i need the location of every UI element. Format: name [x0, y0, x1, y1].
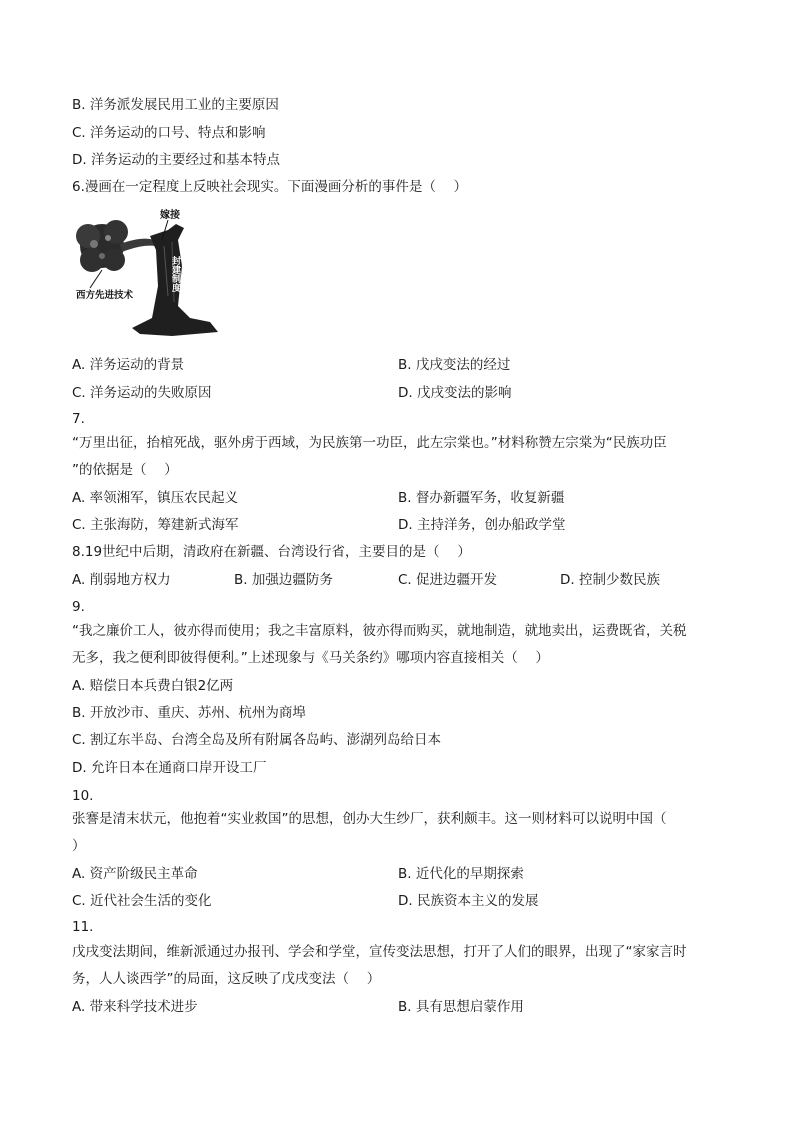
q7-number: 7.	[72, 411, 85, 427]
q9-option-b: B. 开放沙市、重庆、苏州、杭州为商埠	[72, 705, 306, 721]
q9-option-a: A. 赔偿日本兵费白银2亿两	[72, 678, 234, 694]
q8-stem: 8.19世纪中后期，清政府在新疆、台湾设行省，主要目的是（ ）	[72, 544, 471, 560]
q8-option-b: B. 加强边疆防务	[234, 572, 333, 588]
q7-option-d: D. 主持洋务，创办船政学堂	[398, 517, 566, 533]
q11-option-a: A. 带来科学技术进步	[72, 999, 198, 1015]
q6-option-c: C. 洋务运动的失败原因	[72, 385, 212, 401]
q8-option-c: C. 促进边疆开发	[398, 572, 498, 588]
q10-stem-line1: 张謇是清末状元，他抱着“实业救国”的思想，创办大生纱厂，获利颇丰。这一则材料可以说明中国（	[72, 811, 667, 827]
q6-cartoon-image	[72, 206, 222, 346]
q11-option-b: B. 具有思想启蒙作用	[398, 999, 524, 1015]
q11-stem-line1: 戊戌变法期间，维新派通过办报刊、学会和学堂，宣传变法思想，打开了人们的眼界，出现了“家家言时	[72, 944, 687, 960]
q7-stem-line1: “万里出征，抬棺死战，驱外虏于西域，为民族第一功臣，此左宗棠也。”材料称赞左宗棠为“民族功臣	[72, 435, 667, 451]
q9-stem-line2: 无多，我之便利即彼得便利。”上述现象与《马关条约》哪项内容直接相关（ ）	[72, 650, 550, 666]
q6-stem: 6.漫画在一定程度上反映社会现实。下面漫画分析的事件是（ ）	[72, 179, 468, 195]
q8-option-d: D. 控制少数民族	[560, 572, 660, 588]
graft-branch	[120, 239, 156, 252]
q9-option-c: C. 割辽东半岛、台湾全岛及所有附属各岛屿、澎湖列岛给日本	[72, 732, 442, 748]
label-graft: 嫁接	[160, 210, 180, 221]
q10-option-a: A. 资产阶级民主革命	[72, 866, 198, 882]
q10-number: 10.	[72, 788, 94, 804]
foliage-shape	[76, 220, 128, 272]
q8-option-a: A. 削弱地方权力	[72, 572, 171, 588]
q6-option-a: A. 洋务运动的背景	[72, 357, 185, 373]
q5-option-b: B. 洋务派发展民用工业的主要原因	[72, 97, 279, 113]
q6-option-b: B. 戊戌变法的经过	[398, 357, 511, 373]
q7-option-b: B. 督办新疆军务，收复新疆	[398, 490, 565, 506]
q6-option-d: D. 戊戌变法的影响	[398, 385, 512, 401]
label-trunk: 封建制度	[170, 256, 180, 292]
q10-option-d: D. 民族资本主义的发展	[398, 893, 539, 909]
q5-option-c: C. 洋务运动的口号、特点和影响	[72, 125, 266, 141]
q9-stem-line1: “我之廉价工人，彼亦得而使用；我之丰富原料，彼亦得而购买，就地制造，就地卖出，运费既省，关税	[72, 623, 687, 639]
q11-stem-line2: 务，人人谈西学”的局面，这反映了戊戌变法（ ）	[72, 971, 381, 987]
q10-option-c: C. 近代社会生活的变化	[72, 893, 212, 909]
q5-option-d: D. 洋务运动的主要经过和基本特点	[72, 152, 280, 168]
q11-number: 11.	[72, 919, 94, 935]
q10-option-b: B. 近代化的早期探索	[398, 866, 524, 882]
q10-stem-line2: ）	[72, 838, 86, 854]
q9-number: 9.	[72, 599, 85, 615]
q7-stem-line2: ”的依据是（ ）	[72, 462, 178, 478]
q9-option-d: D. 允许日本在通商口岸开设工厂	[72, 760, 267, 776]
q7-option-c: C. 主张海防，筹建新式海军	[72, 517, 239, 533]
q7-option-a: A. 率领湘军，镇压农民起义	[72, 490, 239, 506]
label-western-tech: 西方先进技术	[76, 290, 134, 301]
